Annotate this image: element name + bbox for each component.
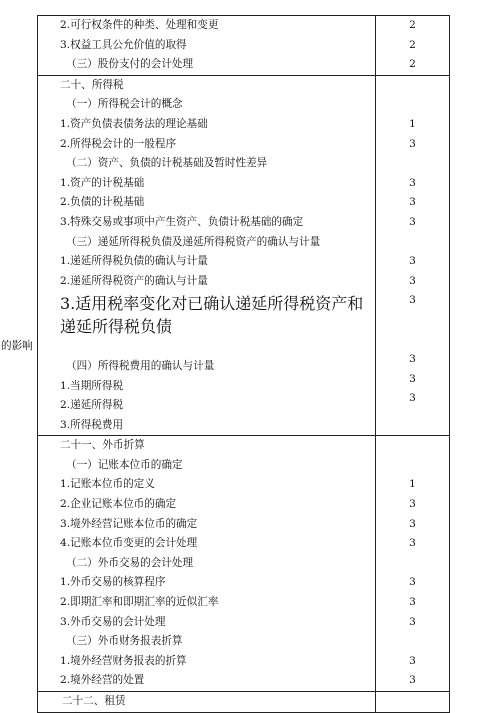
level-value: 3 bbox=[409, 654, 416, 667]
topic-text: 3.适用税率变化对已确认递延所得税资产和递延所得税负债 bbox=[60, 294, 364, 337]
syllabus-table bbox=[1, 16, 450, 713]
level-value: 1 bbox=[409, 478, 416, 491]
topic-text: （三）外币财务报表折算 bbox=[66, 635, 183, 648]
topic-text: 2.企业记账本位币的确定 bbox=[60, 498, 177, 511]
topic-text: 1.记账本位币的定义 bbox=[60, 478, 155, 491]
level-value: 3 bbox=[409, 576, 416, 589]
level-value: 3 bbox=[409, 353, 416, 366]
level-value bbox=[376, 456, 449, 476]
topic-column bbox=[1, 76, 376, 436]
level-value: 3 bbox=[409, 215, 416, 228]
level-value bbox=[376, 331, 449, 351]
topic-text: 二十一、外币折算 bbox=[60, 439, 145, 452]
topic-text: 二十、所得税 bbox=[60, 78, 124, 91]
topic-text: 4.记账本位币变更的会计处理 bbox=[60, 537, 198, 550]
topic-text: （二）资产、负债的计税基础及暂时性差异 bbox=[66, 157, 268, 170]
topic-text: 1.递延所得税负债的确认与计量 bbox=[60, 255, 208, 268]
topic-text: 3.权益工具公允价值的取得 bbox=[60, 38, 187, 51]
level-value: 3 bbox=[409, 274, 416, 287]
level-column bbox=[376, 692, 449, 712]
topic-text-continuation: 的影响 bbox=[1, 340, 33, 353]
topic-text: 2.递延所得税 bbox=[60, 399, 124, 412]
level-value: 3 bbox=[409, 498, 416, 511]
topic-text: （三）股份支付的会计处理 bbox=[66, 58, 194, 71]
level-value: 3 bbox=[409, 596, 416, 609]
topic-text: 1.资产负债表债务法的理论基础 bbox=[60, 117, 208, 130]
topic-text: （一）记账本位币的确定 bbox=[66, 458, 183, 471]
level-value: 3 bbox=[409, 674, 416, 687]
topic-text: 1.当期所得税 bbox=[60, 379, 124, 392]
level-value: 3 bbox=[409, 372, 416, 385]
level-value: 3 bbox=[409, 176, 416, 189]
topic-text: 1.外币交易的核算程序 bbox=[60, 576, 166, 589]
topic-text: 3.特殊交易或事项中产生资产、负债计税基础的确定 bbox=[60, 215, 304, 228]
level-value: 3 bbox=[409, 392, 416, 405]
level-value bbox=[376, 95, 449, 115]
topic-text: 2.负债的计税基础 bbox=[60, 196, 145, 209]
topic-text: 3.所得税费用 bbox=[60, 418, 124, 431]
topic-text: 3.境外经营记账本位币的确定 bbox=[60, 517, 198, 530]
topic-text: （二）外币交易的会计处理 bbox=[66, 556, 194, 569]
topic-text: 2.即期汇率和即期汇率的近似汇率 bbox=[60, 596, 219, 609]
topic-text: 1.资产的计税基础 bbox=[60, 176, 145, 189]
topic-text: 3.外币交易的会计处理 bbox=[60, 615, 166, 628]
topic-text: 2.递延所得税资产的确认与计量 bbox=[60, 274, 208, 287]
level-value: 3 bbox=[409, 294, 416, 307]
level-value bbox=[376, 76, 449, 96]
table-section bbox=[37, 435, 450, 692]
level-value: 2 bbox=[409, 38, 416, 51]
level-value: 2 bbox=[409, 19, 416, 31]
level-value bbox=[376, 233, 449, 253]
table-section bbox=[37, 15, 450, 76]
topic-column bbox=[38, 692, 376, 712]
topic-text: （三）递延所得税负债及递延所得税资产的确认与计量 bbox=[66, 235, 321, 248]
level-value: 3 bbox=[409, 615, 416, 628]
level-value: 3 bbox=[409, 537, 416, 550]
topic-text: 2.可行权条件的种类、处理和变更 bbox=[60, 19, 219, 31]
topic-column bbox=[38, 16, 376, 75]
level-value: 3 bbox=[409, 255, 416, 268]
table-section bbox=[37, 691, 450, 713]
level-value: 3 bbox=[409, 196, 416, 209]
level-value: 2 bbox=[409, 58, 416, 71]
level-value: 3 bbox=[409, 137, 416, 150]
level-value bbox=[376, 154, 449, 174]
topic-text: 1.境外经营财务报表的折算 bbox=[60, 654, 187, 667]
topic-text: 2.所得税会计的一般程序 bbox=[60, 137, 177, 150]
topic-text: 二十二、租赁 bbox=[62, 695, 126, 707]
level-value: 1 bbox=[409, 117, 416, 130]
level-value bbox=[376, 436, 449, 456]
level-value: 3 bbox=[409, 517, 416, 530]
topic-text: （四）所得税费用的确认与计量 bbox=[66, 359, 215, 372]
level-column bbox=[376, 436, 449, 691]
topic-text: （一）所得税会计的概念 bbox=[66, 98, 183, 111]
level-value bbox=[376, 692, 449, 712]
topic-column bbox=[38, 436, 376, 691]
level-value bbox=[376, 632, 449, 652]
table-section bbox=[1, 75, 450, 437]
level-column bbox=[376, 16, 449, 75]
level-column bbox=[376, 76, 449, 436]
topic-text: 2.境外经营的处置 bbox=[60, 674, 145, 687]
level-value bbox=[376, 554, 449, 574]
